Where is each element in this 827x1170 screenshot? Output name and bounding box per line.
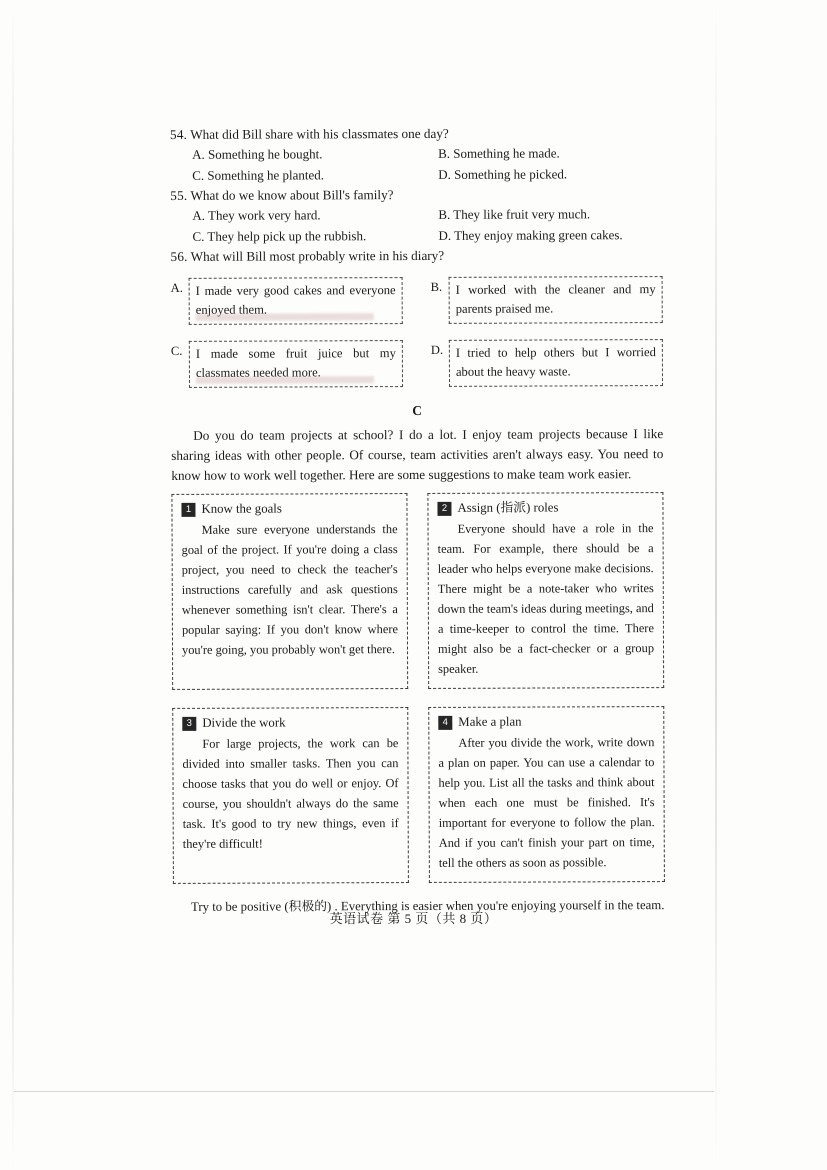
- card-4-body-text: After you divide the work, write down a plan on paper. You can use a calendar to help you. List all the tasks and think about when each one must be finished. It's important for everyone to follow the plan. And if you can't finish your part on time, tell the others as soon as possible.: [438, 734, 655, 871]
- question-55-option-a[interactable]: A. They work very hard.: [192, 207, 321, 224]
- card-2-body-text: Everyone should have a role in the team. For example, there should be a leader who helps everyone make decisions. There might be a note-taker who writes down the team's ideas during meetings, and a time-keeper to control the time. There might also be a fact-checker or a group speaker.: [437, 520, 655, 677]
- question-56-option-d[interactable]: [431, 339, 663, 387]
- question-54-option-b[interactable]: B. Something he made.: [438, 145, 560, 162]
- page-content: [170, 123, 665, 917]
- card-3-head: [182, 715, 398, 731]
- question-56-option-c[interactable]: [171, 340, 403, 388]
- question-56-option-a[interactable]: [171, 277, 403, 325]
- suggestion-cards: [171, 492, 664, 884]
- option-d-text: I tried to help others but I worried about the heavy waste.: [449, 339, 663, 387]
- card-1-title: Know the goals: [201, 501, 282, 516]
- question-54-option-a[interactable]: A. Something he bought.: [192, 146, 323, 163]
- question-56-stem: What will Bill most probably write in his diary?: [190, 248, 445, 265]
- scan-edge-bottom: [14, 1091, 714, 1092]
- option-a-text: I made very good cakes and everyone enjoyed them.: [189, 277, 403, 325]
- question-56-number: 56.: [170, 249, 188, 265]
- question-56-boxed-options: [171, 276, 663, 387]
- option-c-letter: C.: [170, 344, 183, 359]
- card-4-body: [438, 732, 655, 873]
- option-b-letter: B.: [430, 280, 443, 295]
- question-55-option-b[interactable]: B. They like fruit very much.: [438, 206, 591, 223]
- card-3-title: Divide the work: [202, 715, 286, 731]
- card-divide-the-work: [172, 707, 409, 884]
- question-55-number: 55.: [170, 188, 188, 204]
- question-54-options: [170, 143, 662, 164]
- card-2-head: [437, 500, 653, 516]
- question-54: [170, 123, 662, 144]
- section-letter: C: [412, 402, 423, 419]
- card-3-badge: 3: [182, 717, 196, 731]
- question-55-option-c[interactable]: C. They help pick up the rubbish.: [192, 227, 367, 244]
- scan-edge-right: [715, 0, 717, 1170]
- card-3-body: [182, 733, 398, 854]
- question-54-stem: What did Bill share with his classmates one day?: [190, 125, 449, 142]
- question-54-option-d[interactable]: D. Something he picked.: [438, 166, 568, 182]
- option-b-text: I worked with the cleaner and my parents praised me.: [449, 276, 663, 324]
- page-footer: 英语试卷 第 5 页（共 8 页）: [329, 911, 498, 926]
- card-assign-roles: [427, 492, 664, 689]
- option-c-text: I made some fruit juice but my classmates needed more.: [189, 340, 403, 388]
- question-55-options: [170, 204, 662, 225]
- option-d-letter: D.: [430, 343, 444, 358]
- card-make-a-plan: [428, 706, 665, 883]
- question-55: [170, 184, 662, 205]
- card-1-body-text: Make sure everyone understands the goal of the project. If you're doing a class project, you need to check the teacher's instructions carefully and ask questions whenever something isn't clear. There's a popular saying: If you don't know where you're going, you probably won't get there.: [181, 521, 398, 657]
- card-2-title: Assign (指派) roles: [457, 500, 559, 516]
- question-55-options-row2: [170, 225, 662, 246]
- question-55-stem: What do we know about Bill's family?: [190, 187, 394, 204]
- card-3-body-text: For large projects, the work can be divided into smaller tasks. Then you can choose tasks that you do well or enjoy. Of course, you shouldn't always do the same task. It's good to try new things, even if they're difficult!: [182, 735, 399, 851]
- card-1-badge: 1: [181, 503, 195, 517]
- question-54-options-row2: [170, 164, 662, 185]
- question-54-number: 54.: [170, 126, 188, 142]
- card-4-title: Make a plan: [458, 714, 522, 730]
- card-1-body: [182, 519, 399, 660]
- card-1-head: [181, 501, 397, 517]
- option-a-letter: A.: [170, 281, 183, 296]
- card-know-the-goals: [171, 493, 408, 690]
- closing-text: Try to be positive (积极的) . Everything is easier when you're enjoying yourself in the team.: [190, 898, 665, 915]
- card-2-badge: 2: [437, 502, 451, 516]
- passage-intro: [171, 424, 663, 486]
- question-56: [170, 245, 662, 266]
- question-55-option-d[interactable]: D. They enjoy making green cakes.: [438, 226, 623, 243]
- card-4-head: [438, 714, 654, 730]
- question-54-option-c[interactable]: C. Something he planted.: [192, 166, 325, 183]
- card-4-badge: 4: [438, 716, 452, 730]
- scan-edge-left: [12, 0, 14, 1170]
- card-2-body: [438, 518, 655, 680]
- question-56-option-b[interactable]: [431, 276, 663, 324]
- passage-intro-text: Do you do team projects at school? I do a lot. I enjoy team projects because I like sharing ideas with other people. Of course, team activities aren't always easy. You need to know how to work well together. Here are some suggestions to make team work easier.: [171, 426, 664, 484]
